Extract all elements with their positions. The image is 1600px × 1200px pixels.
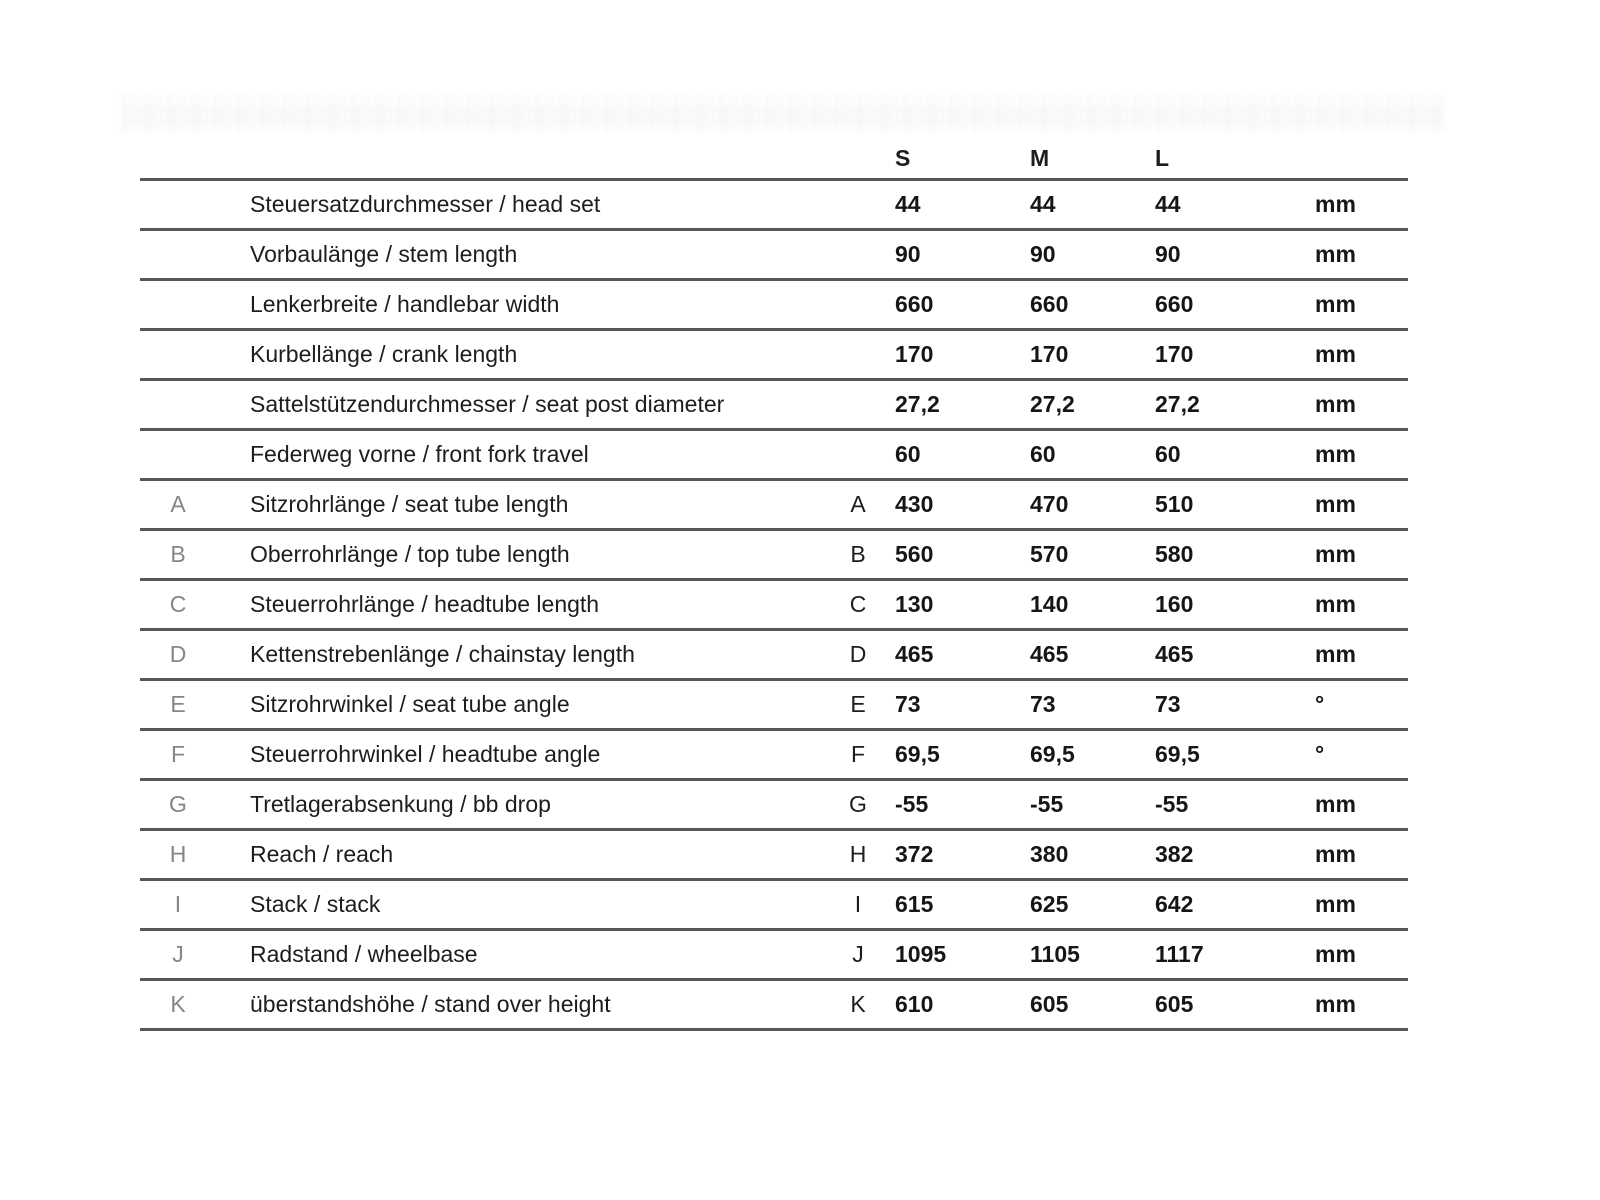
row-letter: B — [850, 541, 866, 567]
value-size-s: 660 — [895, 291, 934, 317]
size-header-m: M — [1030, 145, 1050, 171]
value-size-s: 610 — [895, 991, 934, 1017]
row-letter: G — [849, 791, 867, 817]
table-row — [140, 728, 1408, 778]
row-label: Federweg vorne / front fork travel — [250, 441, 589, 467]
table-row — [140, 328, 1408, 378]
row-label: Sitzrohrlänge / seat tube length — [250, 491, 569, 517]
value-size-l: 510 — [1155, 491, 1194, 517]
value-size-m: 660 — [1030, 291, 1069, 317]
value-unit: mm — [1315, 591, 1356, 617]
value-size-l: 642 — [1155, 891, 1194, 917]
value-size-l: 44 — [1155, 191, 1181, 217]
row-label: Stack / stack — [250, 891, 381, 917]
value-size-s: -55 — [895, 791, 929, 817]
value-size-s: 69,5 — [895, 741, 940, 767]
size-header-l: L — [1155, 145, 1170, 171]
row-letter: H — [849, 841, 867, 867]
value-size-s: 560 — [895, 541, 934, 567]
row-reference-letter: G — [169, 791, 187, 817]
value-size-s: 60 — [895, 441, 921, 467]
value-size-m: 1105 — [1030, 941, 1080, 967]
row-reference-letter: C — [169, 591, 187, 617]
row-reference-letter: D — [169, 641, 187, 667]
value-unit: mm — [1315, 641, 1356, 667]
row-reference-letter: A — [170, 491, 186, 517]
value-size-l: 60 — [1155, 441, 1181, 467]
row-label: Reach / reach — [250, 841, 394, 867]
value-size-s: 44 — [895, 191, 921, 217]
table-row — [140, 528, 1408, 578]
value-unit: mm — [1315, 541, 1356, 567]
row-label: Steuerrohrwinkel / headtube angle — [250, 741, 601, 767]
row-label: Lenkerbreite / handlebar width — [250, 291, 560, 317]
geometry-table — [140, 142, 1408, 1031]
value-size-l: 69,5 — [1155, 741, 1200, 767]
value-unit: ° — [1315, 741, 1325, 767]
value-size-l: 382 — [1155, 841, 1194, 867]
row-label: Kettenstrebenlänge / chainstay length — [250, 641, 635, 667]
table-body — [140, 178, 1408, 1031]
row-label: Tretlagerabsenkung / bb drop — [250, 791, 551, 817]
table-row — [140, 178, 1408, 228]
value-size-l: 160 — [1155, 591, 1194, 617]
size-header-s: S — [895, 145, 911, 171]
table-row — [140, 778, 1408, 828]
table-row — [140, 828, 1408, 878]
table-row — [140, 928, 1408, 978]
value-size-m: -55 — [1030, 791, 1064, 817]
value-size-s: 90 — [895, 241, 921, 267]
table-row — [140, 578, 1408, 628]
row-letter: J — [852, 941, 864, 967]
value-size-m: 140 — [1030, 591, 1069, 617]
value-size-l: 27,2 — [1155, 391, 1200, 417]
value-size-s: 372 — [895, 841, 934, 867]
row-label: Steuersatzdurchmesser / head set — [250, 191, 601, 217]
value-unit: mm — [1315, 941, 1356, 967]
row-letter: D — [849, 641, 867, 667]
value-unit: mm — [1315, 441, 1356, 467]
value-unit: mm — [1315, 791, 1356, 817]
value-size-l: 1117 — [1155, 941, 1204, 967]
value-size-s: 170 — [895, 341, 934, 367]
row-label: Radstand / wheelbase — [250, 941, 478, 967]
value-size-s: 430 — [895, 491, 934, 517]
row-reference-letter: F — [170, 741, 186, 767]
faded-watermark-band — [122, 94, 1444, 132]
table-row — [140, 378, 1408, 428]
value-unit: mm — [1315, 291, 1356, 317]
value-unit: mm — [1315, 341, 1356, 367]
row-label: Sitzrohrwinkel / seat tube angle — [250, 691, 570, 717]
value-size-m: 60 — [1030, 441, 1056, 467]
table-row — [140, 478, 1408, 528]
value-size-s: 130 — [895, 591, 934, 617]
table-row — [140, 878, 1408, 928]
value-unit: mm — [1315, 891, 1356, 917]
value-size-s: 465 — [895, 641, 934, 667]
value-size-m: 470 — [1030, 491, 1069, 517]
value-unit: mm — [1315, 391, 1356, 417]
row-label: überstandshöhe / stand over height — [250, 991, 611, 1017]
value-size-l: 90 — [1155, 241, 1181, 267]
table-row — [140, 628, 1408, 678]
row-label: Oberrohrlänge / top tube length — [250, 541, 570, 567]
value-size-m: 380 — [1030, 841, 1069, 867]
value-unit: mm — [1315, 191, 1356, 217]
row-letter: F — [850, 741, 866, 767]
value-size-m: 625 — [1030, 891, 1069, 917]
value-size-l: 580 — [1155, 541, 1194, 567]
row-letter: A — [850, 491, 866, 517]
value-size-l: 73 — [1155, 691, 1181, 717]
value-size-m: 570 — [1030, 541, 1069, 567]
row-letter: E — [850, 691, 866, 717]
value-unit: mm — [1315, 491, 1356, 517]
table-row — [140, 978, 1408, 1028]
value-size-m: 27,2 — [1030, 391, 1075, 417]
row-reference-letter: K — [170, 991, 186, 1017]
value-unit: mm — [1315, 991, 1356, 1017]
row-letter: I — [854, 891, 862, 917]
row-reference-letter: H — [169, 841, 187, 867]
row-reference-letter: J — [172, 941, 184, 967]
row-label: Vorbaulänge / stem length — [250, 241, 518, 267]
value-size-s: 615 — [895, 891, 934, 917]
row-letter: K — [850, 991, 866, 1017]
row-label: Steuerrohrlänge / headtube length — [250, 591, 600, 617]
value-size-l: 465 — [1155, 641, 1194, 667]
value-size-s: 73 — [895, 691, 921, 717]
value-size-m: 170 — [1030, 341, 1069, 367]
table-row — [140, 278, 1408, 328]
row-label: Kurbellänge / crank length — [250, 341, 518, 367]
value-size-l: 605 — [1155, 991, 1194, 1017]
row-reference-letter: E — [170, 691, 186, 717]
value-size-m: 69,5 — [1030, 741, 1075, 767]
value-size-l: 660 — [1155, 291, 1194, 317]
table-row — [140, 678, 1408, 728]
value-size-m: 44 — [1030, 191, 1056, 217]
row-reference-letter: I — [174, 891, 182, 917]
value-unit: mm — [1315, 241, 1356, 267]
value-size-m: 605 — [1030, 991, 1069, 1017]
row-letter: C — [849, 591, 867, 617]
value-size-l: 170 — [1155, 341, 1194, 367]
value-size-s: 1095 — [895, 941, 947, 967]
table-row — [140, 428, 1408, 478]
row-reference-letter: B — [170, 541, 186, 567]
value-unit: ° — [1315, 691, 1325, 717]
value-size-m: 73 — [1030, 691, 1056, 717]
value-unit: mm — [1315, 841, 1356, 867]
value-size-s: 27,2 — [895, 391, 940, 417]
value-size-l: -55 — [1155, 791, 1189, 817]
table-row — [140, 228, 1408, 278]
value-size-m: 90 — [1030, 241, 1056, 267]
row-label: Sattelstützendurchmesser / seat post diameter — [250, 391, 725, 417]
value-size-m: 465 — [1030, 641, 1069, 667]
size-header-row — [140, 142, 1408, 178]
